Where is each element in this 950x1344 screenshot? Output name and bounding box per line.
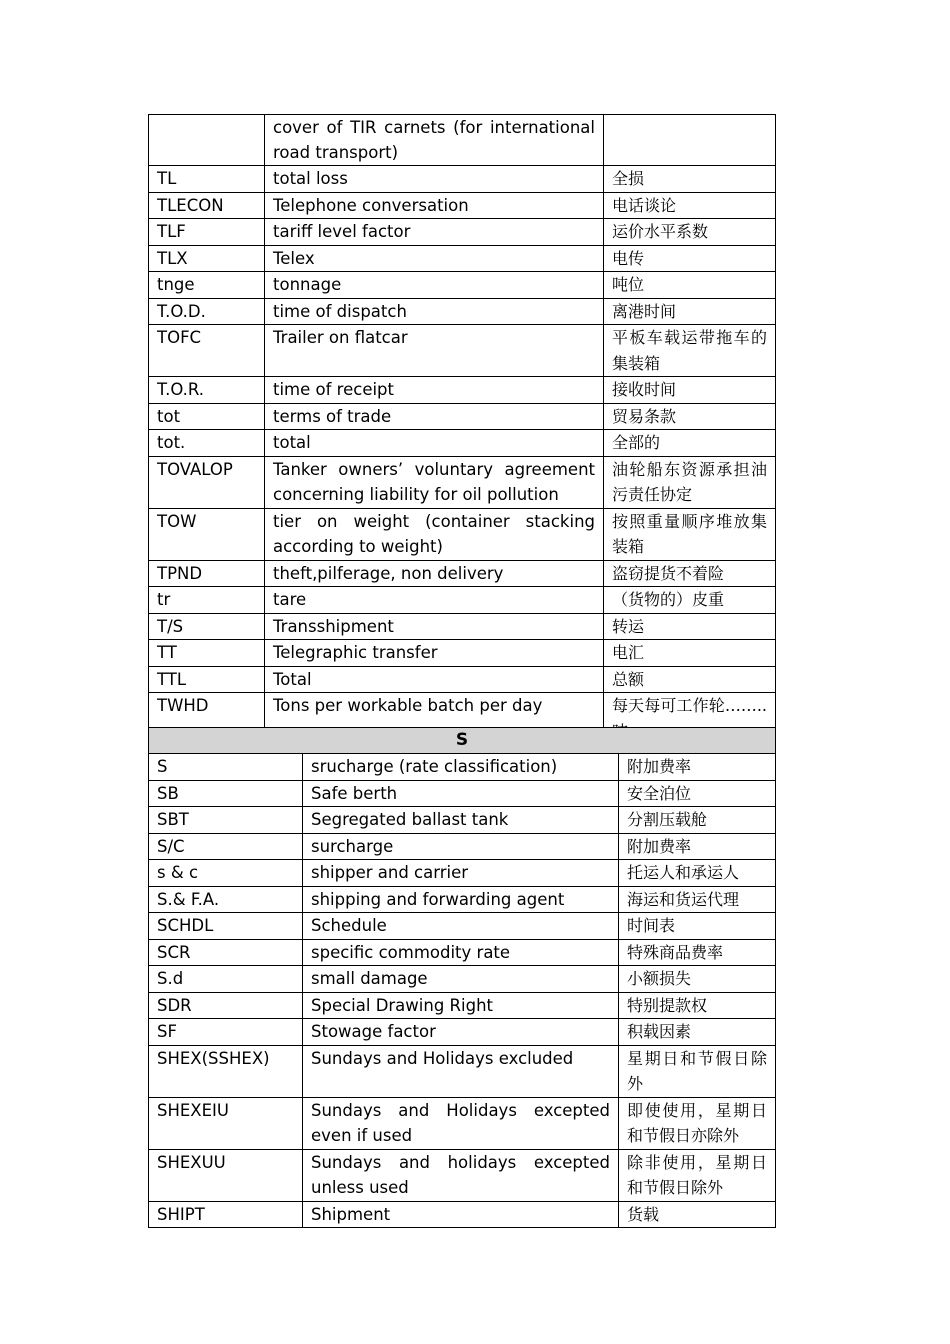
chinese-term-cell: 分割压载舱 [619, 807, 776, 834]
abbreviation-cell: SHEXEIU [149, 1097, 303, 1149]
table-row [149, 587, 776, 614]
chinese-term-cell: 货载 [619, 1201, 776, 1228]
english-term-cell: Telephone conversation [265, 192, 604, 219]
chinese-term-cell: 全损 [604, 166, 776, 193]
abbreviation-cell: TOW [149, 508, 265, 560]
table-row [149, 192, 776, 219]
chinese-term-cell: 全部的 [604, 430, 776, 457]
table-row [149, 166, 776, 193]
english-term-cell: Stowage factor [303, 1019, 619, 1046]
abbreviation-cell: SDR [149, 992, 303, 1019]
english-term-cell: theft,pilferage, non delivery [265, 560, 604, 587]
chinese-term-cell: 电传 [604, 245, 776, 272]
chinese-term-cell: 运价水平系数 [604, 219, 776, 246]
abbreviation-cell: T/S [149, 613, 265, 640]
abbreviation-cell: T.O.D. [149, 298, 265, 325]
chinese-term-cell: 即使使用，星期日和节假日亦除外 [619, 1097, 776, 1149]
english-term-cell: Telegraphic transfer [265, 640, 604, 667]
abbreviation-cell: TL [149, 166, 265, 193]
abbreviation-cell: SHIPT [149, 1201, 303, 1228]
table-row [149, 666, 776, 693]
table-row [149, 1045, 776, 1097]
abbreviation-cell: SCHDL [149, 913, 303, 940]
table-row [149, 272, 776, 299]
english-term-cell: time of receipt [265, 377, 604, 404]
chinese-term-cell: 转运 [604, 613, 776, 640]
table-row [149, 245, 776, 272]
chinese-term-cell: 电汇 [604, 640, 776, 667]
chinese-term-cell: 电话谈论 [604, 192, 776, 219]
abbreviation-cell: TLECON [149, 192, 265, 219]
chinese-term-cell: 油轮船东资源承担油污责任协定 [604, 456, 776, 508]
english-term-cell: Sundays and holidays excepted unless used [303, 1149, 619, 1201]
english-term-cell: Transshipment [265, 613, 604, 640]
chinese-term-cell: 小额损失 [619, 966, 776, 993]
english-term-cell: tare [265, 587, 604, 614]
english-term-cell: Sundays and Holidays excepted even if used [303, 1097, 619, 1149]
table-body [149, 728, 776, 1228]
abbreviation-table-s [148, 727, 776, 1228]
chinese-term-cell: 附加费率 [619, 833, 776, 860]
chinese-term-cell: 时间表 [619, 913, 776, 940]
table-row [149, 508, 776, 560]
chinese-term-cell: 每天每可工作轮…….. [604, 693, 776, 745]
table-row [149, 325, 776, 377]
chinese-term-cell: 平板车载运带拖车的集装箱 [604, 325, 776, 377]
english-term-cell: small damage [303, 966, 619, 993]
chinese-term-cell: 托运人和承运人 [619, 860, 776, 887]
section-heading: S [149, 728, 776, 754]
english-term-cell: time of dispatch [265, 298, 604, 325]
english-term-cell: terms of trade [265, 403, 604, 430]
english-term-cell: srucharge (rate classification) [303, 754, 619, 781]
table-row [149, 780, 776, 807]
english-term-cell: Total [265, 666, 604, 693]
table-row [149, 403, 776, 430]
abbreviation-cell [149, 115, 265, 166]
chinese-term-cell: 总额 [604, 666, 776, 693]
table-row [149, 1019, 776, 1046]
english-term-cell: Special Drawing Right [303, 992, 619, 1019]
table-row [149, 992, 776, 1019]
chinese-term-cell: 积载因素 [619, 1019, 776, 1046]
table-row [149, 886, 776, 913]
chinese-term-cell: 盗窃提货不着险 [604, 560, 776, 587]
english-term-cell: Tons per workable batch per day [265, 693, 604, 745]
english-term-cell: shipping and forwarding agent [303, 886, 619, 913]
table-row [149, 807, 776, 834]
abbreviation-cell: S [149, 754, 303, 781]
table-row [149, 754, 776, 781]
english-term-cell: surcharge [303, 833, 619, 860]
table-row [149, 115, 776, 166]
table-row [149, 298, 776, 325]
table-row [149, 456, 776, 508]
table-row [149, 613, 776, 640]
english-term-cell: Safe berth [303, 780, 619, 807]
chinese-term-cell: 贸易条款 [604, 403, 776, 430]
english-term-cell: specific commodity rate [303, 939, 619, 966]
chinese-term-cell: 按照重量顺序堆放集装箱 [604, 508, 776, 560]
table-row [149, 913, 776, 940]
abbreviation-cell: tot. [149, 430, 265, 457]
abbreviation-cell: TTL [149, 666, 265, 693]
chinese-term-cell: 接收时间 [604, 377, 776, 404]
chinese-term-cell [604, 115, 776, 166]
abbreviation-cell: TOFC [149, 325, 265, 377]
chinese-term-cell: 星期日和节假日除外 [619, 1045, 776, 1097]
table-row [149, 1201, 776, 1228]
abbreviation-cell: TWHD [149, 693, 265, 745]
chinese-term-cell: 除非使用，星期日和节假日除外 [619, 1149, 776, 1201]
chinese-term-cell: 离港时间 [604, 298, 776, 325]
abbreviation-cell: TPND [149, 560, 265, 587]
chinese-term-cell: 附加费率 [619, 754, 776, 781]
table-row [149, 560, 776, 587]
table-row [149, 1149, 776, 1201]
table-row [149, 377, 776, 404]
chinese-term-cell: 特别提款权 [619, 992, 776, 1019]
english-term-cell: Sundays and Holidays excluded [303, 1045, 619, 1097]
table-row [149, 219, 776, 246]
abbreviation-cell: tnge [149, 272, 265, 299]
table-row [149, 966, 776, 993]
abbreviation-cell: SHEXUU [149, 1149, 303, 1201]
table-row [149, 860, 776, 887]
abbreviation-cell: SF [149, 1019, 303, 1046]
abbreviation-cell: tr [149, 587, 265, 614]
english-term-cell: Trailer on flatcar [265, 325, 604, 377]
abbreviation-cell: TLF [149, 219, 265, 246]
abbreviation-cell: S.d [149, 966, 303, 993]
table-body [149, 115, 776, 745]
abbreviation-cell: TT [149, 640, 265, 667]
table-row [149, 640, 776, 667]
section-heading-row [149, 728, 776, 754]
english-term-cell: tonnage [265, 272, 604, 299]
table-row [149, 833, 776, 860]
abbreviation-cell: T.O.R. [149, 377, 265, 404]
abbreviation-cell: S/C [149, 833, 303, 860]
table-row [149, 430, 776, 457]
chinese-term-cell: 特殊商品费率 [619, 939, 776, 966]
abbreviation-cell: S.& F.A. [149, 886, 303, 913]
english-term-cell: total [265, 430, 604, 457]
abbreviation-cell: tot [149, 403, 265, 430]
abbreviation-cell: SCR [149, 939, 303, 966]
abbreviation-cell: SHEX(SSHEX) [149, 1045, 303, 1097]
english-term-cell: Tanker owners’ voluntary agreement concerning liability for oil pollution [265, 456, 604, 508]
english-term-cell: Schedule [303, 913, 619, 940]
english-term-cell: cover of TIR carnets (for international road transport) [265, 115, 604, 166]
abbreviation-cell: SBT [149, 807, 303, 834]
english-term-cell: Segregated ballast tank [303, 807, 619, 834]
chinese-term-cell: （货物的）皮重 [604, 587, 776, 614]
table-row [149, 1097, 776, 1149]
english-term-cell: Shipment [303, 1201, 619, 1228]
chinese-term-cell: 吨位 [604, 272, 776, 299]
chinese-term-cell: 海运和货运代理 [619, 886, 776, 913]
abbreviation-cell: TLX [149, 245, 265, 272]
abbreviation-table-t [148, 114, 776, 745]
abbreviation-cell: TOVALOP [149, 456, 265, 508]
english-term-cell: total loss [265, 166, 604, 193]
chinese-term-cell: 安全泊位 [619, 780, 776, 807]
english-term-cell: tier on weight (container stacking according to weight) [265, 508, 604, 560]
abbreviation-cell: SB [149, 780, 303, 807]
english-term-cell: Telex [265, 245, 604, 272]
abbreviation-cell: s & c [149, 860, 303, 887]
table-row [149, 939, 776, 966]
english-term-cell: tariff level factor [265, 219, 604, 246]
english-term-cell: shipper and carrier [303, 860, 619, 887]
